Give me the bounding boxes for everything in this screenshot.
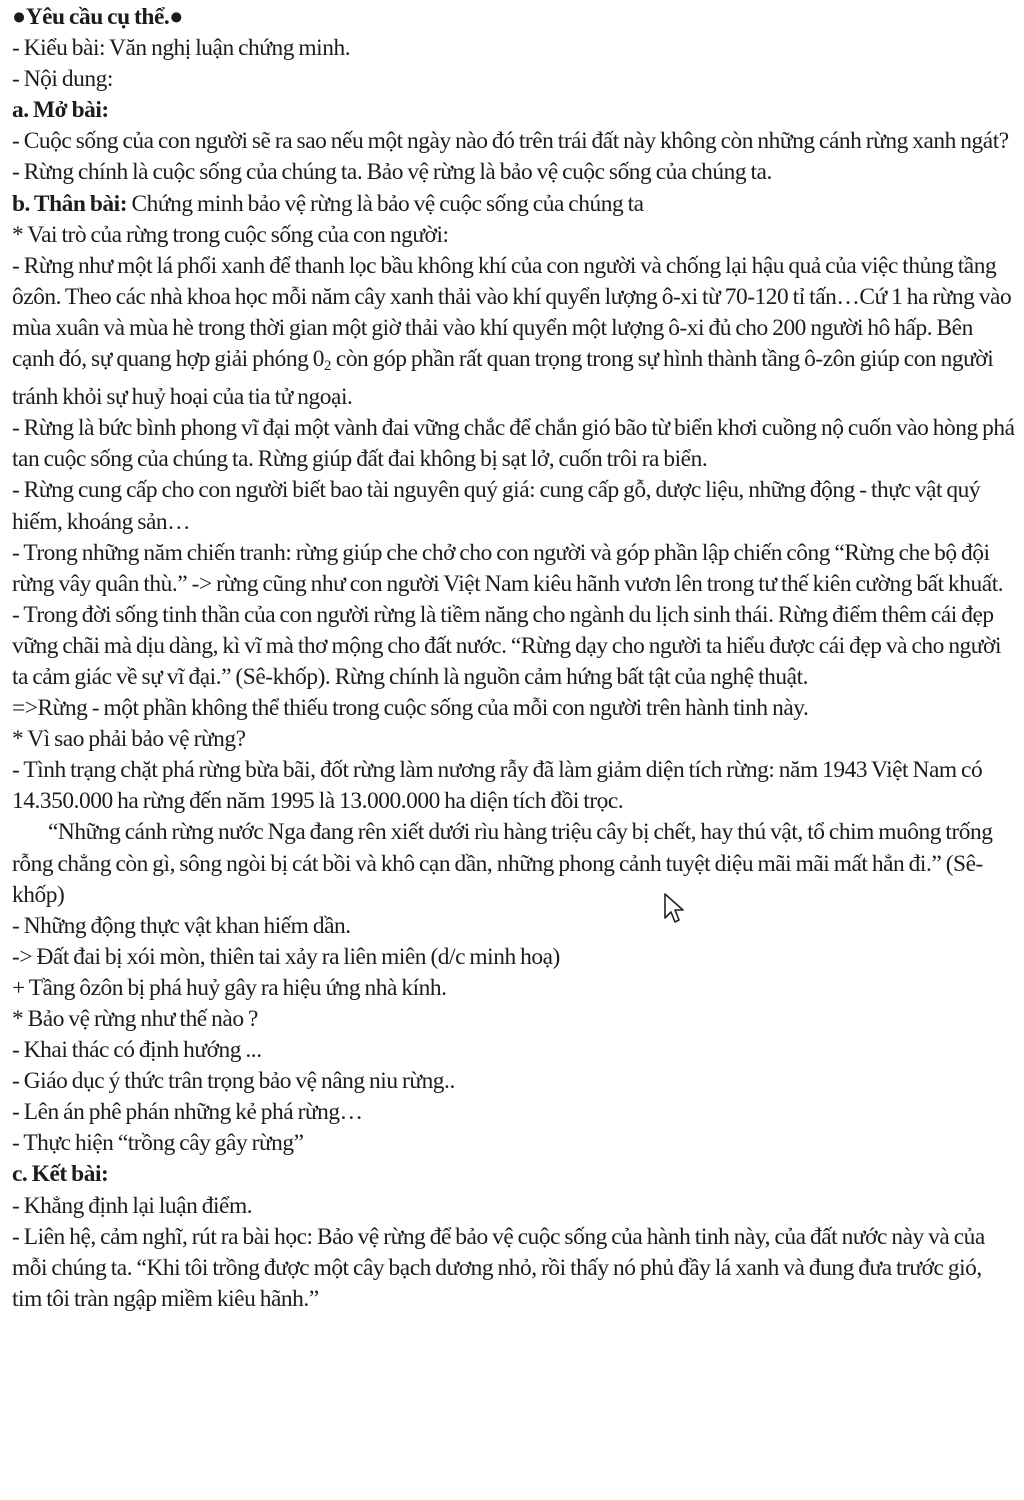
document-title	[12, 2, 1016, 33]
vai-tro-paragraph: - Trong những năm chiến tranh: rừng giúp che chở cho con người và góp phần lập chiến công “Rừng che bộ đội rừng vây quân thù.” -> rừng cũng như con người Việt Nam kiêu hãnh vươn lên trong tư thế kiên cường bất khuất.	[12, 539, 1004, 597]
subscript-two: 2	[323, 358, 332, 375]
vi-sao-paragraph: - Tình trạng chặt phá rừng bừa bãi, đốt rừng làm nương rẫy đã làm giảm diện tích rừng: năm 1943 Việt Nam có 14.350.000 ha rừng đến năm 1995 là 13.000.000 ha diện tích đồi trọc.	[12, 757, 983, 815]
vi-sao-paragraph: - Những động thực vật khan hiếm dần.	[12, 912, 351, 939]
bao-ve-item: - Lên án phê phán những kẻ phá rừng…	[12, 1099, 363, 1126]
bao-ve-item: - Giáo dục ý thức trân trọng bảo vệ nâng niu rừng..	[12, 1068, 455, 1095]
vai-tro-paragraph: - Trong đời sống tinh thần của con người rừng là tiềm năng cho ngành du lịch sinh thái. Rừng điểm thêm cái đẹp vững chãi mà dịu dàng, kì vĩ mà thơ mộng cho đất nước. “Rừng dạy cho người ta hiểu được cái đẹp và cho người ta cảm giác về sự vĩ đại.” (Sê-khốp). Rừng chính là nguồn cảm hứng bất tật của nghệ thuật.	[12, 601, 1002, 690]
vi-sao-heading: * Vì sao phải bảo vệ rừng?	[12, 726, 246, 753]
ket-bai-line: - Khẳng định lại luận điểm.	[12, 1192, 253, 1219]
vai-tro-heading: * Vai trò của rừng trong cuộc sống của con người:	[12, 221, 449, 248]
vai-tro-paragraph: - Rừng là bức bình phong vĩ đại một vành đai vững chắc để chắn gió bão từ biển khơi cuồng nộ cuốn vào hòng phá tan cuộc sống của chúng ta. Rừng giúp đất đai không bị sạt lở, cuốn trôi ra biển.	[12, 415, 1015, 473]
document-page	[12, 2, 1016, 1315]
than-bai-heading-line	[12, 189, 1016, 220]
title-text: Yêu cầu cụ thể.	[25, 4, 170, 30]
than-bai-heading: b. Thân bài:	[12, 190, 128, 217]
essay-type-line: - Kiểu bài: Văn nghị luận chứng minh.	[12, 35, 351, 62]
bullet-icon: ●	[169, 4, 183, 30]
bullet-icon: ●	[12, 4, 26, 30]
vi-sao-paragraph: + Tầng ôzôn bị phá huỷ gây ra hiệu ứng nhà kính.	[12, 974, 447, 1001]
bao-ve-item: - Khai thác có định hướng ...	[12, 1037, 262, 1064]
mouse-pointer-icon	[663, 892, 687, 926]
than-bai-heading-rest: Chứng minh bảo vệ rừng là bảo vệ cuộc sống của chúng ta	[127, 190, 644, 217]
vai-tro-paragraph: - Rừng như một lá phổi xanh để thanh lọc bầu không khí của con người và chống lại hậu quả của việc thủng tầng ôzôn. Theo các nhà khoa học mỗi năm cây xanh thải vào khí quyển lượng ô-xi từ 70-120 tỉ tấn…Cứ 1 ha rừng vào mùa xuân và mùa hè trong thời gian một giờ thải vào khí quyển một lượng ô-xi đủ cho 200 người hô hấp. Bên cạnh đó, sự quang hợp giải phóng $0_2$ còn góp phần rất quan trọng trong sự hình thành tầng ô-zôn giúp con người tránh khỏi sự huỷ hoại của tia tử ngoại.	[12, 252, 1012, 411]
chekhov-quote: “Những cánh rừng nước Nga đang rên xiết dưới rìu hàng triệu cây bị chết, hay thú vật, tổ chim muông trống rỗng chẳng còn gì, sông ngòi bị cát bồi và khô cạn dần, những phong cảnh tuyệt diệu mãi mãi mất hẳn đi.” (Sê-khốp)	[12, 819, 993, 908]
vi-sao-paragraph: -> Đất đai bị xói mòn, thiên tai xảy ra liên miên (d/c minh hoạ)	[12, 943, 560, 970]
content-label-line: - Nội dung:	[12, 66, 113, 93]
ket-bai-line: - Liên hệ, cảm nghĩ, rút ra bài học: Bảo vệ rừng để bảo vệ cuộc sống của hành tinh này, của đất nước này và của mỗi chúng ta. “Khi tôi trồng được một cây bạch dương nhỏ, rồi thấy nó phủ đầy lá xanh và đung đưa trước gió, tim tôi tràn ngập miềm kiêu hãnh.”	[12, 1223, 985, 1312]
vai-tro-conclusion: =>Rừng - một phần không thể thiếu trong cuộc sống của mỗi con người trên hành tinh này.	[12, 695, 809, 722]
bao-ve-item: - Thực hiện “trồng cây gây rừng”	[12, 1130, 304, 1157]
vai-tro-paragraph: - Rừng cung cấp cho con người biết bao tài nguyên quý giá: cung cấp gỗ, dược liệu, những động - thực vật quý hiếm, khoáng sản…	[12, 477, 981, 535]
mo-bai-line: - Rừng chính là cuộc sống của chúng ta. Bảo vệ rừng là bảo vệ cuộc sống của chúng ta.	[12, 159, 772, 186]
ket-bai-heading: c. Kết bài:	[12, 1161, 109, 1188]
mo-bai-line: - Cuộc sống của con người sẽ ra sao nếu một ngày nào đó trên trái đất này không còn những cánh rừng xanh ngát?	[12, 128, 1009, 155]
mo-bai-heading: a. Mở bài:	[12, 97, 109, 124]
bao-ve-heading: * Bảo vệ rừng như thế nào ?	[12, 1006, 258, 1032]
